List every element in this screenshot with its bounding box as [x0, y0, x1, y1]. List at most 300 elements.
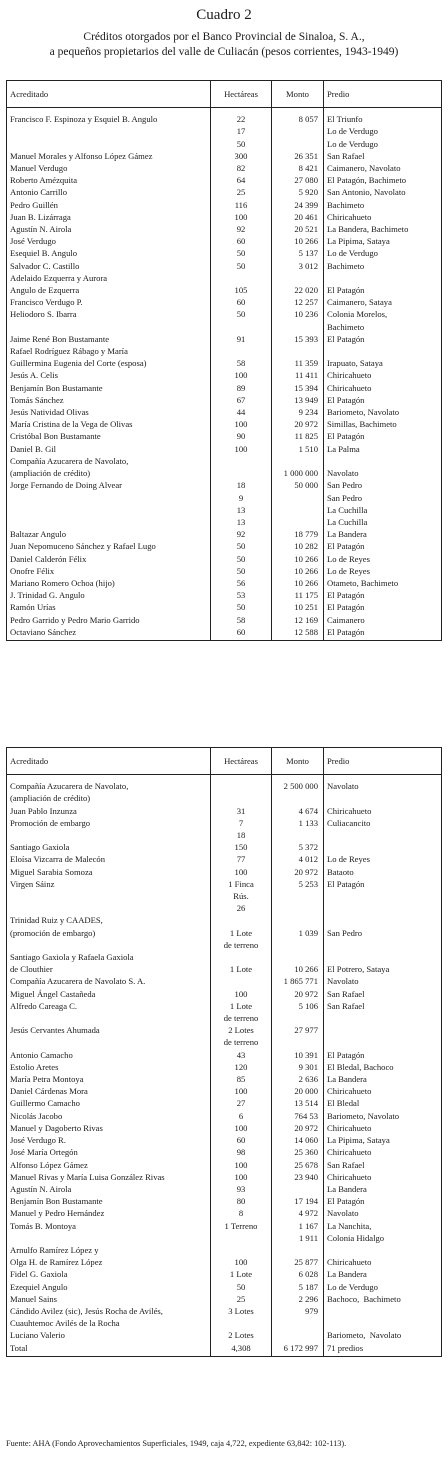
cell-acreditado: Juan Pablo Inzunza [10, 805, 77, 816]
cell-monto [272, 1329, 324, 1341]
credits-table-part-2 [6, 747, 442, 1357]
cell-monto: 4 674 [272, 805, 324, 817]
cell-hectareas: 50 [211, 565, 272, 577]
table-row [7, 235, 442, 247]
cell-monto: 18 779 [272, 528, 324, 540]
cell-hectareas: 100 [211, 988, 272, 1000]
table-row [7, 626, 442, 641]
cell-predio: La Pipima, Sataya [324, 235, 442, 247]
cell-predio: San Pedro [324, 479, 442, 491]
table-row [7, 150, 442, 162]
table-row [7, 829, 442, 841]
cell-monto: 4 012 [272, 853, 324, 865]
cell-hectareas: 1 Lote de terreno [211, 1000, 272, 1024]
table-row [7, 866, 442, 878]
cell-monto: 8 421 [272, 162, 324, 174]
cell-monto: 5 920 [272, 186, 324, 198]
table-row [7, 878, 442, 915]
table-row [7, 406, 442, 418]
cell-hectareas: 58 [211, 614, 272, 626]
cell-hectareas: 22 [211, 108, 272, 126]
cell-hectareas: 50 [211, 540, 272, 552]
cell-hectareas: 80 [211, 1195, 272, 1207]
cell-monto: 764 53 [272, 1110, 324, 1122]
cell-monto: 11 825 [272, 430, 324, 442]
cell-hectareas: 300 [211, 150, 272, 162]
cell-acreditado: Benjamín Bon Bustamante [10, 382, 103, 393]
cell-predio: Simillas, Bachimeto [324, 418, 442, 430]
table-number: Cuadro 2 [196, 7, 252, 23]
cell-monto [272, 138, 324, 150]
cell-monto: 10 266 [272, 577, 324, 589]
table-row [7, 455, 442, 479]
cell-hectareas: 100 [211, 418, 272, 430]
cell-hectareas: 90 [211, 430, 272, 442]
table-row [7, 1134, 442, 1146]
cell-monto: 25 678 [272, 1159, 324, 1171]
cell-monto: 12 169 [272, 614, 324, 626]
cell-monto: 10 251 [272, 601, 324, 613]
table-row [7, 1110, 442, 1122]
cell-predio: Lo de Verdugo [324, 247, 442, 259]
cell-predio: Lo de Reyes [324, 553, 442, 565]
cell-acreditado: Baltazar Angulo [10, 529, 67, 540]
cell-acreditado: Roberto Amézquita [10, 175, 78, 186]
cell-hectareas: 13 [211, 516, 272, 528]
cell-acreditado: Manuel y Dagoberto Rivas [10, 1122, 103, 1133]
cell-acreditado: Mariano Romero Ochoa (hijo) [10, 577, 115, 588]
cell-hectareas: 100 [211, 1159, 272, 1171]
cell-hectareas: 58 [211, 345, 272, 369]
cell-hectareas: 89 [211, 382, 272, 394]
cell-monto: 1 510 [272, 443, 324, 455]
cell-predio: Bariometo, Navolato [324, 1110, 442, 1122]
cell-monto: 50 000 [272, 479, 324, 491]
table-row [7, 1281, 442, 1293]
cell-hectareas: 60 [211, 296, 272, 308]
cell-acreditado: Eloísa Vizcarra de Malecón [10, 854, 106, 865]
cell-acreditado: Octaviano Sánchez [10, 626, 77, 637]
cell-monto: 17 194 [272, 1195, 324, 1207]
table-row [7, 162, 442, 174]
table-row [7, 1061, 442, 1073]
cell-acreditado: Rafael Rodríguez Rábago y María Guillermina Eugenia del Corte (esposa) [10, 346, 147, 369]
cell-acreditado: Tomás B. Montoya [10, 1220, 76, 1231]
table-caption [0, 6, 448, 60]
header-acreditado: Acreditado [7, 81, 211, 108]
cell-hectareas: 44 [211, 406, 272, 418]
cell-hectareas: 150 [211, 841, 272, 853]
table-row [7, 1293, 442, 1305]
cell-acreditado: Guillermo Camacho [10, 1098, 80, 1109]
cell-hectareas: 1 Finca Rús. 26 [211, 878, 272, 915]
cell-monto: 5 106 [272, 1000, 324, 1024]
table-row [7, 1049, 442, 1061]
cell-predio: San Rafael [324, 150, 442, 162]
cell-acreditado: Ramón Urías [10, 602, 56, 613]
cell-hectareas: 53 [211, 589, 272, 601]
cell-monto: 5 137 [272, 247, 324, 259]
cell-monto: 20 972 [272, 866, 324, 878]
cell-monto: 3 012 [272, 260, 324, 272]
cell-acreditado: Cándido Avilez (sic), Jesús Rocha de Avilés, Cuauhtemoc Avilés de la Rocha [10, 1305, 163, 1329]
cell-acreditado: María Petra Montoya [10, 1074, 84, 1085]
cell-acreditado: Luciano Valerio [10, 1330, 65, 1341]
table-row [7, 1183, 442, 1195]
cell-monto: 10 236 [272, 308, 324, 332]
cell-predio: El Patagón [324, 540, 442, 552]
cell-acreditado: Jesús A. Celis [10, 370, 58, 381]
cell-monto: 20 521 [272, 223, 324, 235]
table-row [7, 223, 442, 235]
cell-monto: 8 057 [272, 108, 324, 126]
cell-hectareas: 50 [211, 138, 272, 150]
cell-hectareas: 1 Terreno [211, 1220, 272, 1244]
table-row [7, 443, 442, 455]
cell-acreditado: Arnulfo Ramírez López y Olga H. de Ramírez López [10, 1244, 103, 1268]
cell-acreditado: Onofre Félix [10, 565, 55, 576]
cell-acreditado: Benjamín Bon Bustamante [10, 1196, 103, 1207]
cell-hectareas: 116 [211, 199, 272, 211]
cell-acreditado: Santiago Gaxiola [10, 842, 70, 853]
cell-predio: El Patagón [324, 589, 442, 601]
table-row [7, 1073, 442, 1085]
cell-predio: San Pedro [324, 914, 442, 951]
table-row [7, 247, 442, 259]
cell-predio [324, 1024, 442, 1048]
cell-hectareas: 25 [211, 186, 272, 198]
cell-monto: 2 636 [272, 1073, 324, 1085]
cell-hectareas: 77 [211, 853, 272, 865]
cell-acreditado: Santiago Gaxiola y Rafaela Gaxiola de Clouthier [10, 952, 134, 975]
cell-monto [272, 492, 324, 504]
table-row [7, 841, 442, 853]
cell-monto: 11 411 [272, 369, 324, 381]
table-row [7, 914, 442, 951]
cell-monto [272, 1183, 324, 1195]
cell-acreditado: Juan Nepomuceno Sánchez y Rafael Lugo [10, 541, 156, 552]
cell-hectareas: 50 [211, 260, 272, 272]
table-header-row [7, 81, 442, 108]
table-row [7, 1171, 442, 1183]
cell-monto: 27 080 [272, 174, 324, 186]
cell-monto: 10 266 [272, 565, 324, 577]
table-row [7, 108, 442, 126]
header-predio: Predio [324, 81, 442, 108]
table-row [7, 577, 442, 589]
cell-predio: Bachimeto [324, 199, 442, 211]
cell-predio: El Patagón, Bachimeto [324, 174, 442, 186]
cell-acreditado [7, 516, 211, 528]
table-title-line-2: a pequeños propietarios del valle de Culiacán (pesos corrientes, 1943-1949) [49, 46, 399, 58]
cell-predio: La Pipima, Sataya [324, 1134, 442, 1146]
table-row [7, 614, 442, 626]
table-row [7, 1342, 442, 1357]
cell-predio: El Bledal, Bachoco [324, 1061, 442, 1073]
cell-hectareas: 1 Lote [211, 951, 272, 975]
cell-hectareas: 27 [211, 1097, 272, 1109]
table-row [7, 528, 442, 540]
table-row [7, 1085, 442, 1097]
cell-predio: Chiricahueto [324, 369, 442, 381]
cell-monto: 20 000 [272, 1085, 324, 1097]
table-row [7, 1146, 442, 1158]
table-row [7, 853, 442, 865]
cell-monto: 27 977 [272, 1024, 324, 1048]
cell-acreditado: Heliodoro S. Ibarra [10, 309, 77, 320]
cell-monto: 5 187 [272, 1281, 324, 1293]
table-body [7, 108, 442, 641]
cell-monto: 11 175 [272, 589, 324, 601]
header-monto: Monto [272, 748, 324, 775]
cell-predio: El Patagón [324, 394, 442, 406]
cell-monto: 22 020 [272, 272, 324, 296]
table-row [7, 1244, 442, 1268]
cell-hectareas: 18 [211, 829, 272, 841]
cell-hectareas: 3 Lotes [211, 1305, 272, 1329]
cell-acreditado: Daniel Cárdenas Mora [10, 1086, 88, 1097]
cell-predio: Chiricahueto [324, 1146, 442, 1158]
cell-hectareas: 98 [211, 1146, 272, 1158]
cell-hectareas [211, 455, 272, 479]
cell-predio: Caimanero, Sataya [324, 296, 442, 308]
cell-acreditado: Compañía Azucarera de Navolato, (ampliación de crédito) [10, 455, 129, 479]
table-row [7, 951, 442, 975]
table-row [7, 394, 442, 406]
cell-predio: La Cuchilla [324, 516, 442, 528]
cell-hectareas: 4,308 [211, 1342, 272, 1357]
cell-hectareas: 64 [211, 174, 272, 186]
cell-predio: Navolato [324, 775, 442, 805]
cell-predio: El Potrero, Sataya [324, 951, 442, 975]
cell-predio: Chiricahueto [324, 1122, 442, 1134]
cell-hectareas [211, 775, 272, 805]
cell-monto: 2 500 000 [272, 775, 324, 805]
cell-hectareas: 7 [211, 817, 272, 829]
cell-hectareas: 2 Lotes de terreno [211, 1024, 272, 1048]
cell-acreditado: Jorge Fernando de Doing Alvear [10, 480, 123, 491]
cell-hectareas: 31 [211, 805, 272, 817]
cell-acreditado: Miguel Ángel Castañeda [10, 988, 96, 999]
cell-monto: 4 972 [272, 1207, 324, 1219]
cell-acreditado [7, 829, 211, 841]
cell-predio [324, 1305, 442, 1329]
cell-predio: Bataoto [324, 866, 442, 878]
cell-acreditado: Manuel Rivas y María Luisa González Rivas [10, 1171, 165, 1182]
cell-monto: 13 949 [272, 394, 324, 406]
cell-predio: El Patagón [324, 626, 442, 641]
cell-acreditado [7, 125, 211, 137]
cell-predio: El Patagón [324, 333, 442, 345]
cell-hectareas: 43 [211, 1049, 272, 1061]
cell-hectareas: 100 [211, 1122, 272, 1134]
header-monto: Monto [272, 81, 324, 108]
cell-monto [272, 125, 324, 137]
header-hectareas: Hectáreas [211, 81, 272, 108]
table-row [7, 1268, 442, 1280]
table-row [7, 565, 442, 577]
cell-hectareas: 18 [211, 479, 272, 491]
cell-monto: 14 060 [272, 1134, 324, 1146]
cell-predio: La Palma [324, 443, 442, 455]
table-row [7, 975, 442, 987]
cell-predio: Chiricahueto [324, 1244, 442, 1268]
cell-predio: San Rafael [324, 988, 442, 1000]
cell-monto: 1 000 000 [272, 455, 324, 479]
cell-monto: 13 514 [272, 1097, 324, 1109]
cell-hectareas: 8 [211, 1207, 272, 1219]
cell-acreditado: Manuel y Pedro Hernández [10, 1208, 105, 1219]
cell-acreditado: J. Trinidad G. Angulo [10, 590, 85, 601]
cell-acreditado: Total [10, 1342, 28, 1353]
cell-monto: 5 253 [272, 878, 324, 915]
cell-acreditado: Cristóbal Bon Bustamante [10, 431, 101, 442]
cell-acreditado: Tomás Sánchez [10, 394, 64, 405]
cell-hectareas: 6 [211, 1110, 272, 1122]
cell-acreditado: José Verdugo [10, 236, 56, 247]
cell-monto: 1 039 [272, 914, 324, 951]
cell-acreditado [7, 138, 211, 150]
cell-hectareas: 92 [211, 223, 272, 235]
cell-acreditado: Esequiel B. Angulo [10, 248, 78, 259]
table-row [7, 211, 442, 223]
table-row [7, 1305, 442, 1329]
table-row [7, 553, 442, 565]
cell-acreditado: Alfredo Careaga C. [10, 1000, 78, 1011]
cell-monto: 10 266 [272, 553, 324, 565]
cell-monto [272, 504, 324, 516]
table-row [7, 308, 442, 332]
cell-acreditado: Daniel Calderón Félix [10, 553, 87, 564]
cell-monto: 11 359 [272, 345, 324, 369]
table-row [7, 199, 442, 211]
cell-monto: 979 [272, 1305, 324, 1329]
cell-hectareas: 100 [211, 369, 272, 381]
cell-monto: 25 360 [272, 1146, 324, 1158]
source-note: Fuente: AHA (Fondo Aprovechamientos Superficiales, 1949, caja 4,722, expediente 63,842: 102-113). [6, 1439, 347, 1448]
cell-predio: San Antonio, Navolato [324, 186, 442, 198]
cell-predio: La Bandera [324, 1073, 442, 1085]
table-row [7, 1207, 442, 1219]
cell-predio: Lo de Reyes [324, 565, 442, 577]
cell-predio: La Bandera [324, 1268, 442, 1280]
table-title-line-1: Créditos otorgados por el Banco Provincial de Sinaloa, S. A., [83, 31, 365, 43]
cell-monto: 10 391 [272, 1049, 324, 1061]
cell-hectareas: 56 [211, 577, 272, 589]
cell-acreditado [7, 492, 211, 504]
cell-hectareas: 25 [211, 1293, 272, 1305]
cell-acreditado: Agustín N. Airola [10, 1183, 72, 1194]
table-row [7, 1159, 442, 1171]
cell-monto: 1 865 771 [272, 975, 324, 987]
cell-predio: Bachimeto [324, 260, 442, 272]
cell-acreditado: Jesús Natividad Olivas [10, 407, 89, 418]
cell-hectareas: 91 [211, 333, 272, 345]
cell-predio: Lo de Verdugo [324, 125, 442, 137]
cell-acreditado: Daniel B. Gil [10, 443, 57, 454]
table-row [7, 516, 442, 528]
cell-predio: Bariometo, Navolato [324, 1329, 442, 1341]
cell-predio: El Patagón [324, 1195, 442, 1207]
cell-acreditado: Ezequiel Angulo [10, 1281, 68, 1292]
cell-monto: 24 399 [272, 199, 324, 211]
cell-acreditado: Jaime René Bon Bustamante [10, 333, 110, 344]
cell-acreditado: Adelaido Ezquerra y Aurora Angulo de Ezquerra [10, 272, 108, 296]
table-row [7, 345, 442, 369]
cell-hectareas: 50 [211, 308, 272, 332]
cell-predio: El Patagón [324, 1049, 442, 1061]
cell-predio: 71 predios [324, 1342, 442, 1357]
cell-predio: Otameto, Bachimeto [324, 577, 442, 589]
cell-predio: La Nanchita, Colonia Hidalgo [324, 1220, 442, 1244]
cell-monto [272, 829, 324, 841]
cell-hectareas: 100 [211, 866, 272, 878]
cell-acreditado: Juan B. Lizárraga [10, 211, 71, 222]
cell-hectareas: 120 [211, 1061, 272, 1073]
cell-monto: 15 394 [272, 382, 324, 394]
cell-monto: 1 133 [272, 817, 324, 829]
cell-hectareas: 9 [211, 492, 272, 504]
cell-predio: Chiricahueto [324, 1171, 442, 1183]
cell-hectareas: 82 [211, 162, 272, 174]
cell-hectareas: 100 [211, 211, 272, 223]
cell-monto: 10 266 [272, 951, 324, 975]
cell-predio: Chiricahueto [324, 805, 442, 817]
cell-acreditado: Compañía Azucarera de Navolato, (ampliación de crédito) [10, 781, 129, 804]
cell-predio: El Patagón [324, 272, 442, 296]
cell-hectareas: 50 [211, 601, 272, 613]
cell-monto: 9 234 [272, 406, 324, 418]
cell-acreditado: Trinidad Ruiz y CAADES, (promoción de embargo) [10, 915, 103, 938]
table-row [7, 988, 442, 1000]
cell-hectareas: 1 Lote de terreno [211, 914, 272, 951]
cell-monto: 10 266 [272, 235, 324, 247]
cell-acreditado: Compañía Azucarera de Navolato S. A. [10, 976, 146, 987]
header-acreditado: Acreditado [7, 748, 211, 775]
cell-hectareas: 50 [211, 1281, 272, 1293]
cell-monto: 12 257 [272, 296, 324, 308]
cell-predio: Colonia Morelos, Bachimeto [324, 308, 442, 332]
header-hectareas: Hectáreas [211, 748, 272, 775]
table-row [7, 125, 442, 137]
cell-hectareas: 100 [211, 1244, 272, 1268]
cell-hectareas: 100 [211, 1085, 272, 1097]
cell-predio: Culiacancito [324, 817, 442, 829]
cell-acreditado: Manuel Verdugo [10, 163, 68, 174]
table-row [7, 430, 442, 442]
table-row [7, 138, 442, 150]
cell-acreditado: Alfonso López Gámez [10, 1159, 88, 1170]
table-row [7, 504, 442, 516]
cell-hectareas: 67 [211, 394, 272, 406]
cell-predio: El Bledal [324, 1097, 442, 1109]
cell-monto: 20 461 [272, 211, 324, 223]
cell-acreditado: Manuel Morales y Alfonso López Gámez [10, 150, 153, 161]
cell-monto: 20 972 [272, 418, 324, 430]
table-row [7, 382, 442, 394]
cell-predio: El Patagón [324, 430, 442, 442]
cell-acreditado: Manuel Sains [10, 1293, 58, 1304]
table-row [7, 260, 442, 272]
cell-acreditado: Virgen Sáinz [10, 878, 55, 889]
cell-monto: 5 372 [272, 841, 324, 853]
cell-predio: Caimanero, Navolato [324, 162, 442, 174]
cell-predio: Chiricahueto [324, 211, 442, 223]
cell-predio: Lo de Verdugo [324, 1281, 442, 1293]
cell-monto: 2 296 [272, 1293, 324, 1305]
cell-acreditado: Agustín N. Airola [10, 224, 72, 235]
cell-predio: La Bandera [324, 1183, 442, 1195]
